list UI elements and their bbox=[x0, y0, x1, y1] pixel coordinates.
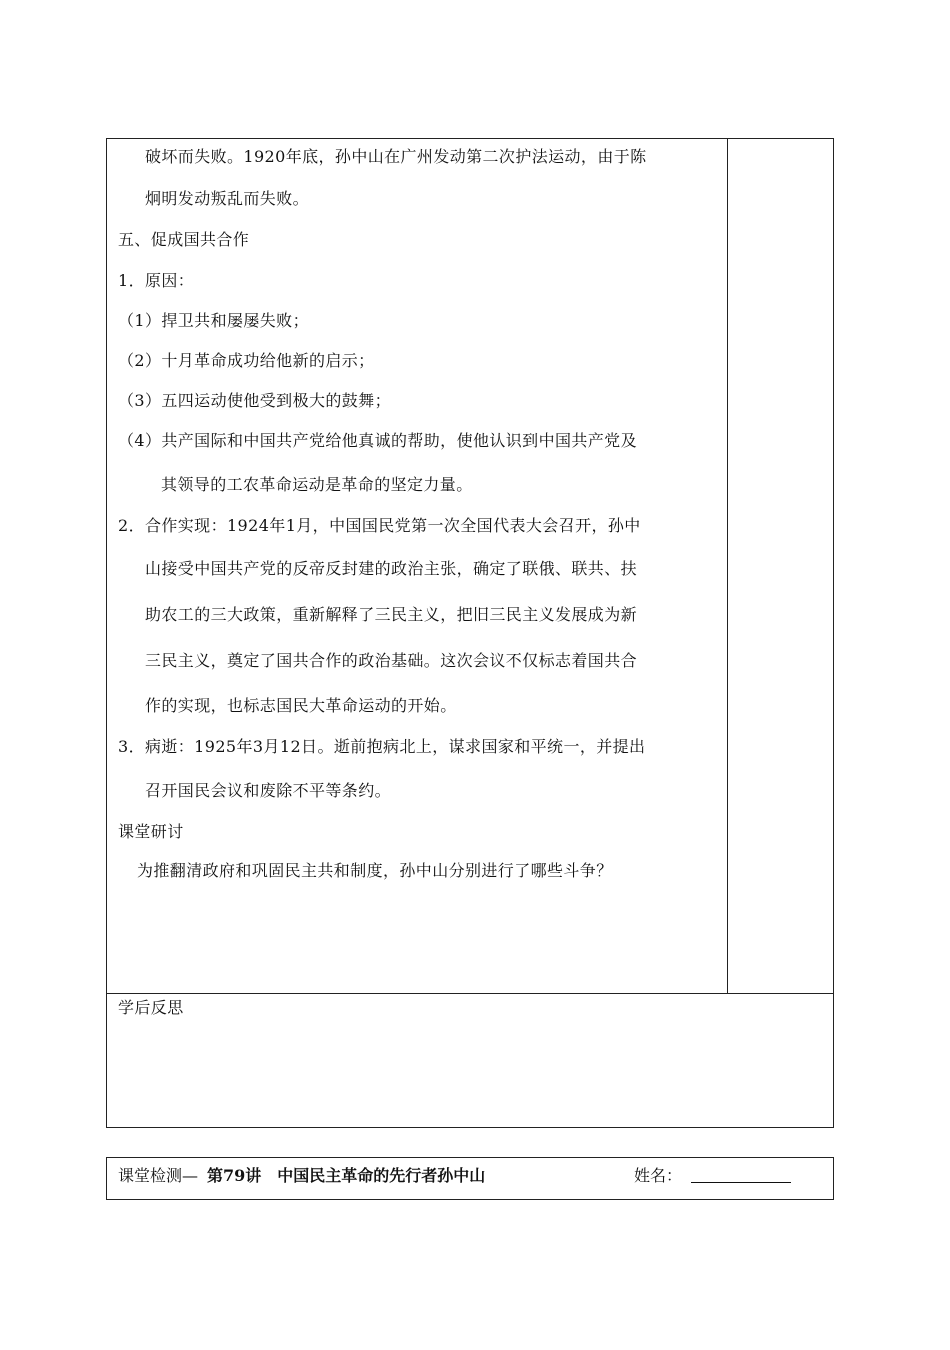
text-line: 1．原因： bbox=[118, 271, 195, 290]
text-line: 助农工的三大政策，重新解释了三民主义，把旧三民主义发展成为新 bbox=[145, 605, 638, 624]
section-heading: 课堂研讨 bbox=[118, 822, 184, 841]
name-blank-line[interactable] bbox=[691, 1182, 791, 1183]
list-item: （3）五四运动使他受到极大的鼓舞； bbox=[118, 391, 391, 410]
text-line: 破坏而失败。1920年底，孙中山在广州发动第二次护法运动，由于陈 bbox=[145, 147, 647, 166]
discussion-question: 为推翻清政府和巩固民主共和制度，孙中山分别进行了哪些斗争？ bbox=[137, 861, 613, 880]
name-label: 姓名： bbox=[634, 1166, 683, 1185]
list-item: （1）捍卫共和屡屡失败； bbox=[118, 311, 309, 330]
list-item: （4）共产国际和中国共产党给他真诚的帮助，使他认识到中国共产党及 bbox=[118, 431, 637, 450]
lesson-title: 第79讲 中国民主革命的先行者孙中山 bbox=[207, 1166, 486, 1185]
text-line: 作的实现，也标志国民大革命运动的开始。 bbox=[145, 696, 457, 715]
text-line: 三民主义，奠定了国共合作的政治基础。这次会议不仅标志着国共合 bbox=[145, 651, 638, 670]
quiz-header bbox=[106, 1157, 834, 1200]
section-heading: 五、促成国共合作 bbox=[118, 230, 250, 249]
text-line: 3．病逝：1925年3月12日。逝前抱病北上，谋求国家和平统一，并提出 bbox=[118, 737, 646, 756]
lesson-table bbox=[106, 138, 834, 1128]
table-column-divider bbox=[727, 139, 728, 993]
text-line: 其领导的工农革命运动是革命的坚定力量。 bbox=[161, 475, 473, 494]
quiz-prefix: 课堂检测— bbox=[118, 1166, 199, 1185]
reflection-label: 学后反思 bbox=[118, 998, 184, 1017]
text-line: 召开国民会议和废除不平等条约。 bbox=[145, 781, 392, 800]
text-line: 2．合作实现：1924年1月，中国国民党第一次全国代表大会召开，孙中 bbox=[118, 516, 641, 535]
table-row-divider bbox=[107, 993, 833, 994]
text-line: 炯明发动叛乱而失败。 bbox=[145, 189, 310, 208]
text-line: 山接受中国共产党的反帝反封建的政治主张，确定了联俄、联共、扶 bbox=[145, 559, 638, 578]
list-item: （2）十月革命成功给他新的启示； bbox=[118, 351, 375, 370]
